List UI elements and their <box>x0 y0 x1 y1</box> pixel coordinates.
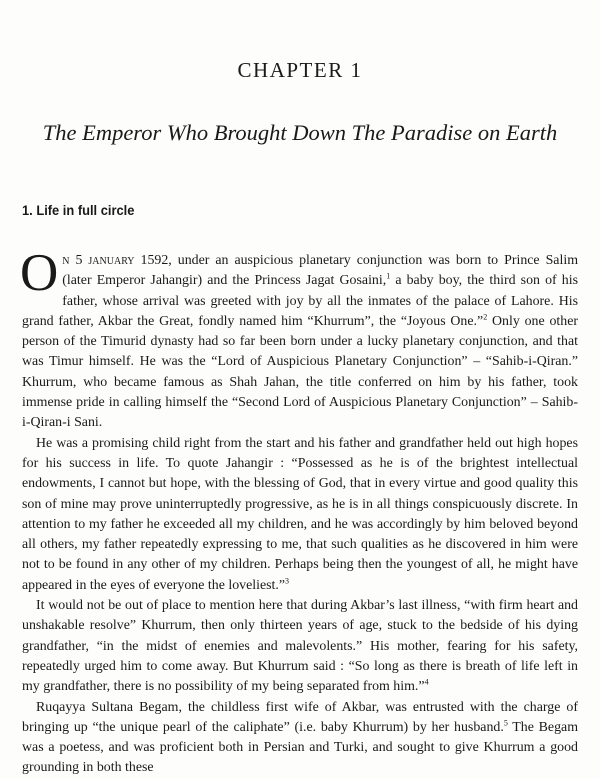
paragraph-4-text-2: The Begam was a poetess, and was proficient both in Persian and Turki, and sought to give Khurrum a good grounding in both these <box>22 719 579 776</box>
paragraph-4 <box>22 698 578 779</box>
paragraph-1-text-2: a baby boy, the third son of his father, whose arrival was greeted with joy by all the inmates of the palace of Lahore. His grand father, Akbar the Great, fondly named him “Khurrum”, the “Joyous One.” <box>22 273 578 329</box>
paragraph-2 <box>22 434 578 596</box>
paragraph-3 <box>22 596 578 697</box>
footnote-marker-4: 4 <box>424 677 429 687</box>
paragraph-1-text-1: 1592, under an auspicious planetary conjunction was born to Prince Salim (later Emperor Jahangir) and the Princess Jagat Gosaini, <box>62 253 578 289</box>
footnote-marker-2: 2 <box>483 312 488 322</box>
footnote-marker-3: 3 <box>285 576 290 586</box>
drop-cap: O <box>20 244 59 302</box>
section-heading: 1. Life in full circle <box>22 202 135 218</box>
paragraph-2-text-1: He was a promising child right from the start and his father and grandfather held out high hopes for his success in life. To quote Jahangir : “Possessed as he is of the brightest intellectual endowments, I cannot but hope, with the blessing of God, that in every virtue and good quality this son of mine may prove uninterruptedly progressive, as he is in all things conspicuously discrete. In attention to my father he exceeded all my children, and he was accordingly by him beloved beyond all others, my father repeatedly expressing to me, that such qualities as he discovered in him were not to be found in any other of my children. Perhaps being then the youngest of all, he might have appeared in the eyes of everyone the loveliest.” <box>22 435 578 593</box>
paragraph-1-text-3: Only one other person of the Timurid dynasty had so far been born under a lucky planetary conjunction, and that was Timur himself. He was the “Lord of Auspicious Planetary Conjunction” – “Sahib-i-Qiran.” Khurrum, who became famous as Shah Jahan, the title conferred on him by his father, took immense pride in calling himself the “Second Lord of Auspicious Planetary Conjunction” – Sahib-i-Qiran-i Sani. <box>22 313 578 431</box>
chapter-title: The Emperor Who Brought Down The Paradise on Earth <box>42 120 558 145</box>
footnote-marker-1: 1 <box>386 271 391 281</box>
chapter-heading: CHAPTER 1 <box>237 58 363 82</box>
footnote-marker-5: 5 <box>503 718 508 728</box>
smallcaps-opening: n 5 january <box>62 253 135 268</box>
body-text <box>20 244 579 779</box>
paragraph-4-text-1: Ruqayya Sultana Begam, the childless first wife of Akbar, was entrusted with the charge of bringing up “the unique pearl of the caliphate” (i.e. baby Khurrum) by her husband. <box>22 699 578 735</box>
paragraph-1 <box>20 244 578 434</box>
paragraph-3-text-1: It would not be out of place to mention here that during Akbar’s last illness, “with firm heart and unshakable resolve” Khurrum, then only thirteen years of age, stuck to the bedside of his dying grandfather, “in the midst of enemies and malevolents.” His mother, fearing for his safety, repeatedly urged him to come away. But Khurrum said : “So long as there is breath of life left in my grandfather, there is no possibility of my being separated from him.” <box>22 598 578 695</box>
